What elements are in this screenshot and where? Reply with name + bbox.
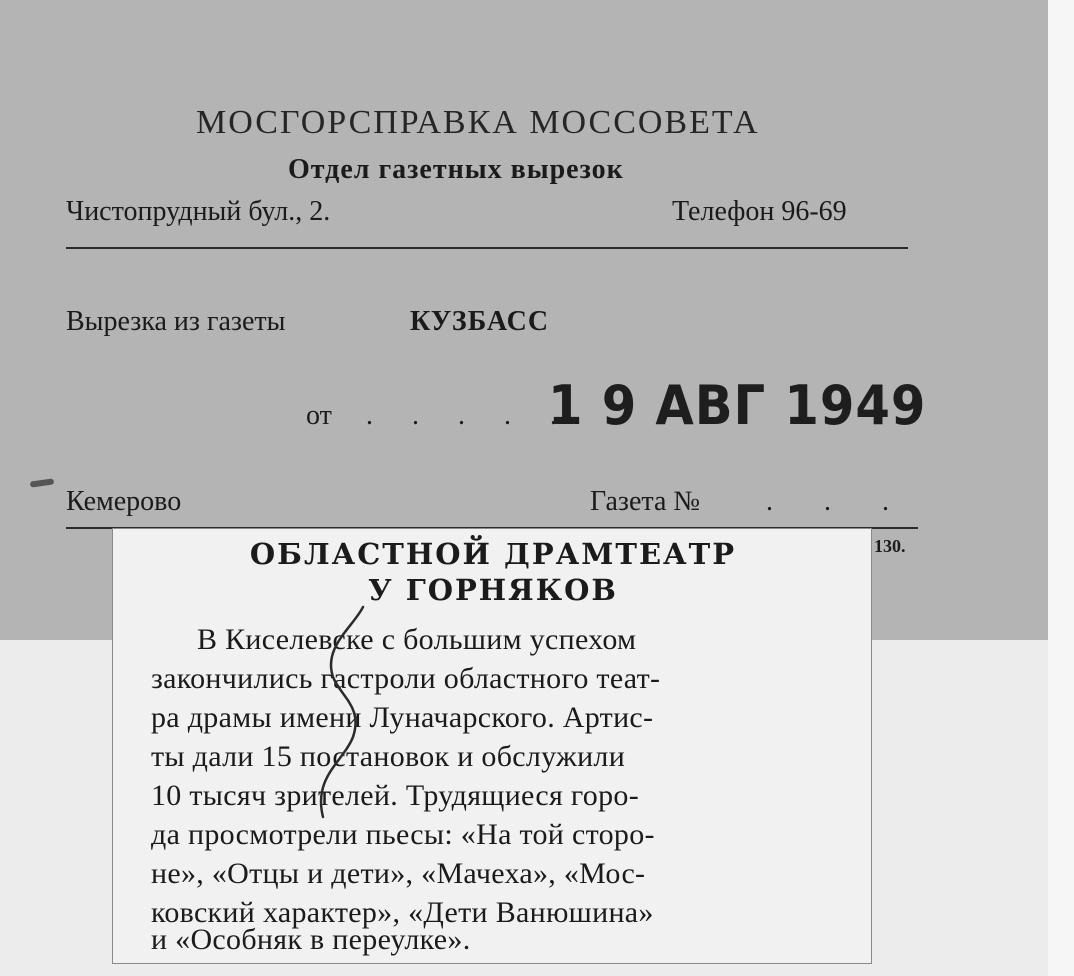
date-fill-dots: . . . . .	[366, 400, 573, 431]
article-line: В Киселевске с большим успехом	[197, 623, 637, 656]
article-title-line-1: ОБЛАСТНОЙ ДРАМТЕАТР	[249, 537, 737, 571]
article-line: ра драмы имени Луначарского. Артис-	[151, 701, 654, 734]
department-name: Отдел газетных вырезок	[288, 154, 624, 185]
page-number: 130.	[874, 536, 906, 556]
article-title-line-2: У ГОРНЯКОВ	[368, 573, 618, 607]
scan-margin	[1048, 0, 1074, 976]
article-line: и «Особняк в переулке».	[151, 923, 471, 956]
article-line: ты дали 15 постановок и обслужили	[151, 740, 626, 773]
article-line: не», «Отцы и дети», «Мачеха», «Мос-	[151, 857, 646, 890]
header-divider	[66, 247, 908, 249]
issue-label: Газета №	[590, 486, 701, 517]
date-stamp: 1 9 АВГ 1949	[548, 374, 927, 437]
from-label: от	[306, 400, 332, 431]
issue-fill-dots: . . .	[766, 486, 911, 517]
newspaper-name: КУЗБАСС	[410, 306, 550, 337]
address: Чистопрудный бул., 2.	[66, 196, 331, 227]
article-line: да просмотрели пьесы: «На той сторо-	[151, 818, 655, 851]
article-line: закончились гастроли областного теат-	[151, 662, 661, 695]
phone-number: Телефон 96-69	[672, 196, 847, 227]
article-line: ковский характер», «Дети Ванюшина»	[151, 896, 654, 929]
organization-name: МОСГОРСПРАВКА МОССОВЕТА	[196, 104, 760, 141]
city-name: Кемерово	[66, 486, 182, 517]
article-line: 10 тысяч зрителей. Трудящиеся горо-	[151, 779, 639, 812]
ink-smudge	[30, 478, 55, 487]
cutting-label: Вырезка из газеты	[66, 306, 286, 337]
newspaper-clipping	[112, 528, 872, 964]
